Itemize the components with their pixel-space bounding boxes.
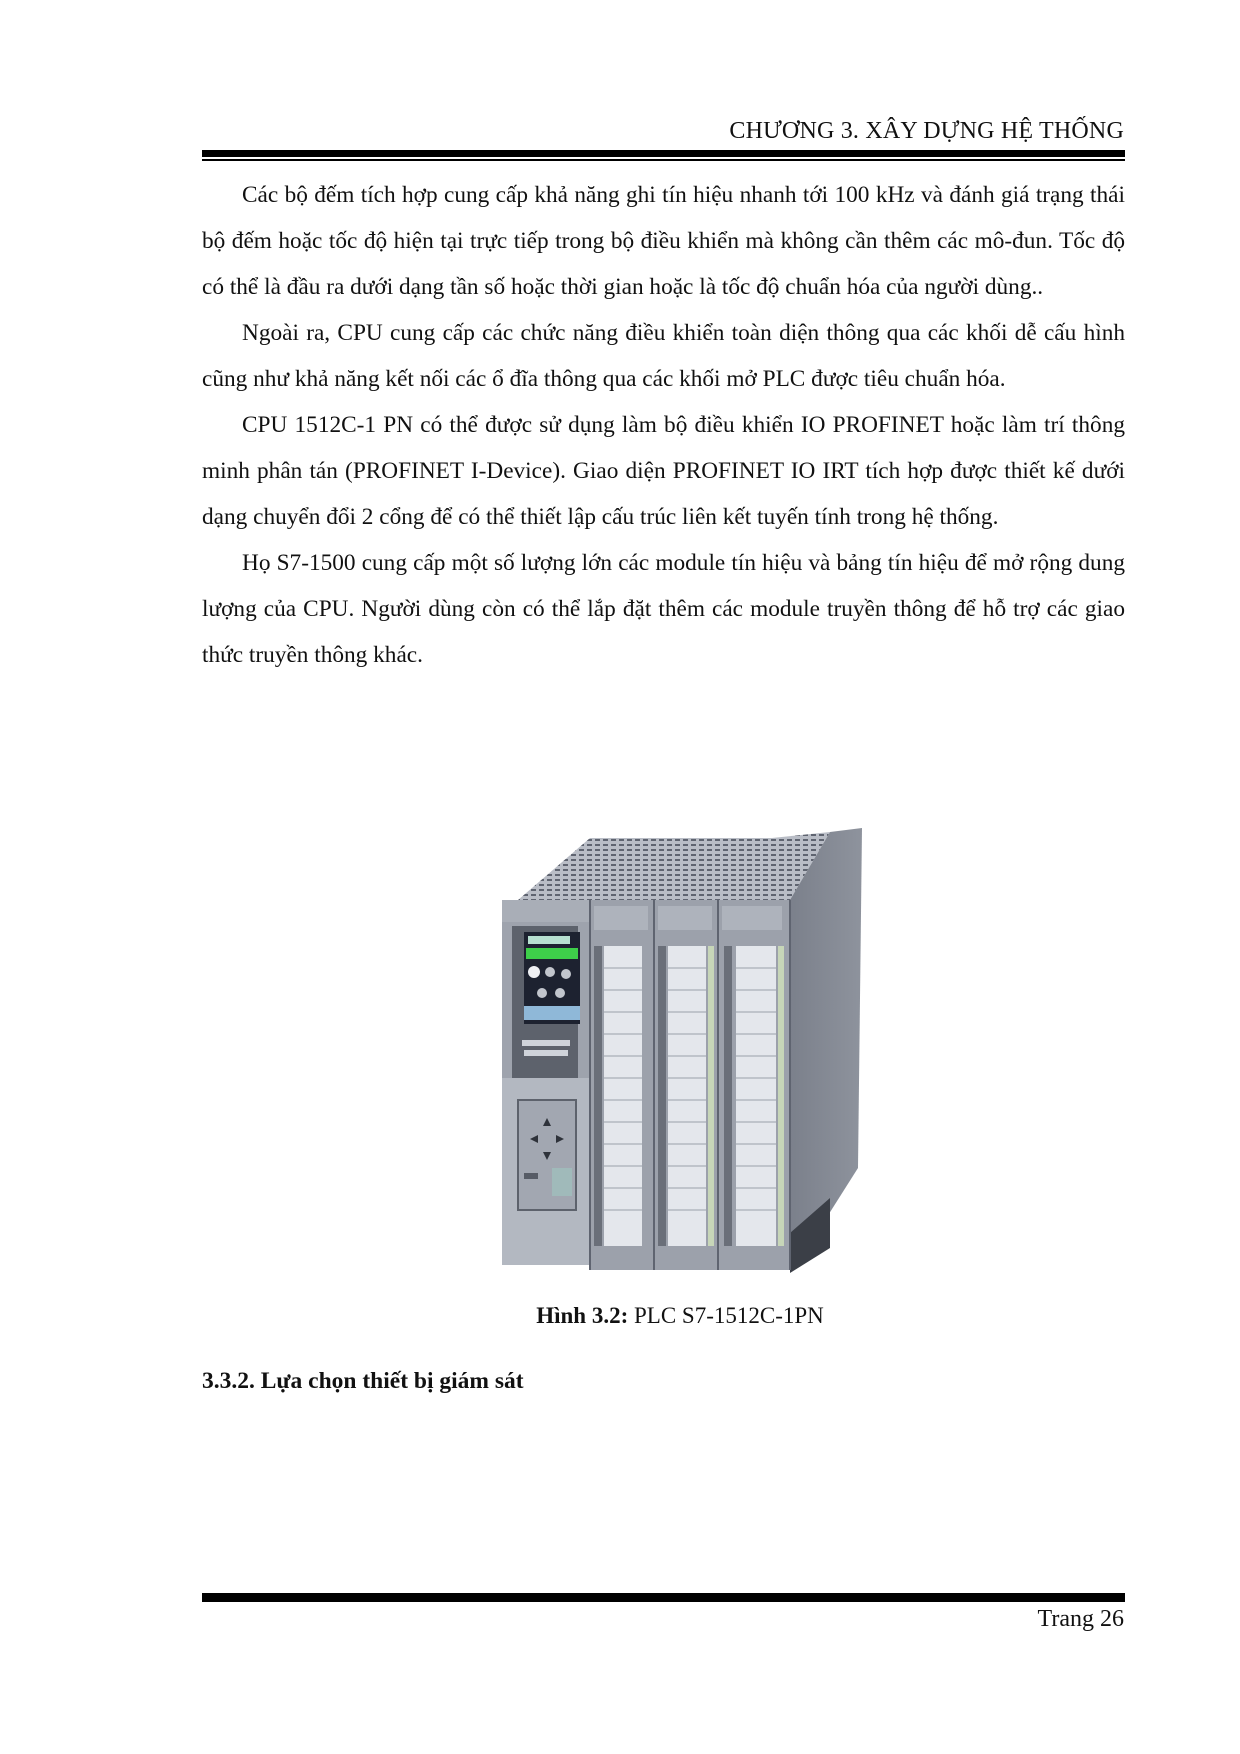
chapter-header-title: CHƯƠNG 3. XÂY DỰNG HỆ THỐNG <box>729 118 1124 144</box>
footer-rule <box>202 1593 1125 1602</box>
header-rule <box>202 150 1125 157</box>
paragraph: Các bộ đếm tích hợp cung cấp khả năng ghi tín hiệu nhanh tới 100 kHz và đánh giá trạng thái bộ đếm hoặc tốc độ hiện tại trực tiếp trong bộ điều khiển mà không cần thêm các mô-đun. Tốc độ có thể là đầu ra dưới dạng tần số hoặc thời gian hoặc là tốc độ chuẩn hóa của người dùng.. <box>202 182 1125 300</box>
body-text <box>202 172 1125 678</box>
paragraph: Ngoài ra, CPU cung cấp các chức năng điều khiển toàn diện thông qua các khối dễ cấu hình cũng như khả năng kết nối các ổ đĩa thông qua các khối mở PLC được tiêu chuẩn hóa. <box>202 320 1125 392</box>
section-heading: 3.3.2. Lựa chọn thiết bị giám sát <box>202 1368 524 1394</box>
io-module-1 <box>590 900 654 1270</box>
io-module-3 <box>718 900 790 1270</box>
paragraph: Họ S7-1500 cung cấp một số lượng lớn các module tín hiệu và bảng tín hiệu để mở rộng dung lượng của CPU. Người dùng còn có thể lắp đặt thêm các module truyền thông để hỗ trợ các giao thức truyền thông khác. <box>202 550 1125 668</box>
figure-caption-text: PLC S7-1512C-1PN <box>628 1303 824 1328</box>
io-module-2 <box>654 900 718 1270</box>
paragraph: CPU 1512C-1 PN có thể được sử dụng làm bộ điều khiển IO PROFINET hoặc làm trí thông minh phân tán (PROFINET I-Device). Giao diện PROFINET IO IRT tích hợp được thiết kế dưới dạng chuyển đổi 2 cổng để có thể thiết lập cấu trúc liên kết tuyến tính trong hệ thống. <box>202 412 1125 530</box>
figure-caption-label: Hình 3.2: <box>536 1303 629 1328</box>
figure-caption <box>0 1303 1240 1329</box>
plc-figure-image <box>490 828 862 1278</box>
page-number: Trang 26 <box>1037 1606 1124 1632</box>
header-rule-thin <box>202 159 1125 161</box>
